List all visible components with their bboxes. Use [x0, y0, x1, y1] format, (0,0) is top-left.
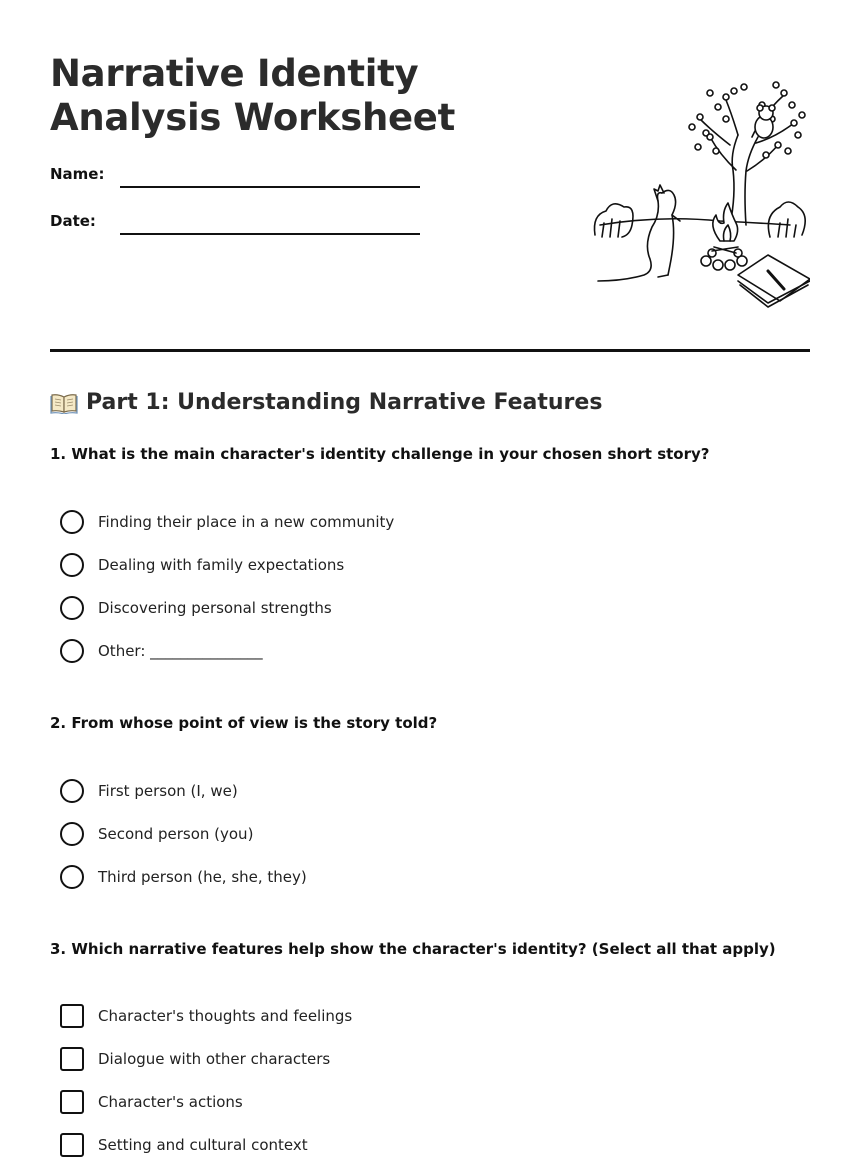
q3-option-3[interactable] [60, 1089, 243, 1115]
header-divider [50, 349, 810, 352]
title-line-2: Analysis Worksheet [50, 96, 455, 139]
checkbox[interactable] [60, 1133, 84, 1157]
checkbox[interactable] [60, 1004, 84, 1028]
radio-button[interactable] [60, 865, 84, 889]
option-label: Discovering personal strengths [98, 599, 332, 617]
kangaroo-campfire-tree-illustration [540, 75, 810, 315]
q2-option-1[interactable] [60, 778, 238, 804]
q3-option-1[interactable] [60, 1003, 352, 1029]
name-field[interactable] [50, 165, 420, 189]
question-3: 3. Which narrative features help show the character's identity? (Select all that apply) [50, 940, 776, 958]
option-label: Other: _______________ [98, 642, 263, 660]
option-label: Character's actions [98, 1093, 243, 1111]
title-line-1: Narrative Identity [50, 52, 419, 95]
option-label: First person (I, we) [98, 782, 238, 800]
q1-option-1[interactable] [60, 509, 394, 535]
option-label: Dialogue with other characters [98, 1050, 331, 1068]
name-label: Name: [50, 165, 105, 183]
date-input-line[interactable] [120, 233, 420, 235]
option-label: Dealing with family expectations [98, 556, 345, 574]
date-field[interactable] [50, 212, 420, 236]
open-book-icon [50, 392, 78, 414]
option-label: Third person (he, she, they) [98, 868, 307, 886]
radio-button[interactable] [60, 779, 84, 803]
radio-button[interactable] [60, 822, 84, 846]
option-label: Finding their place in a new community [98, 513, 395, 531]
option-label: Character's thoughts and feelings [98, 1007, 353, 1025]
q1-option-4[interactable] [60, 638, 263, 664]
page-title [50, 52, 455, 140]
radio-button[interactable] [60, 596, 84, 620]
q2-option-3[interactable] [60, 864, 307, 890]
radio-button[interactable] [60, 639, 84, 663]
question-2: 2. From whose point of view is the story told? [50, 714, 438, 732]
checkbox[interactable] [60, 1090, 84, 1114]
q2-option-2[interactable] [60, 821, 253, 847]
q1-option-2[interactable] [60, 552, 344, 578]
question-1: 1. What is the main character's identity challenge in your chosen short story? [50, 445, 710, 463]
checkbox[interactable] [60, 1047, 84, 1071]
option-label: Second person (you) [98, 825, 254, 843]
q3-option-4[interactable] [60, 1132, 308, 1158]
radio-button[interactable] [60, 510, 84, 534]
name-input-line[interactable] [120, 186, 420, 188]
radio-button[interactable] [60, 553, 84, 577]
q1-option-3[interactable] [60, 595, 332, 621]
date-label: Date: [50, 212, 96, 230]
part-1-title: Part 1: Understanding Narrative Features [86, 390, 603, 415]
option-label: Setting and cultural context [98, 1136, 308, 1154]
section-title-part-1 [50, 390, 602, 415]
q3-option-2[interactable] [60, 1046, 330, 1072]
